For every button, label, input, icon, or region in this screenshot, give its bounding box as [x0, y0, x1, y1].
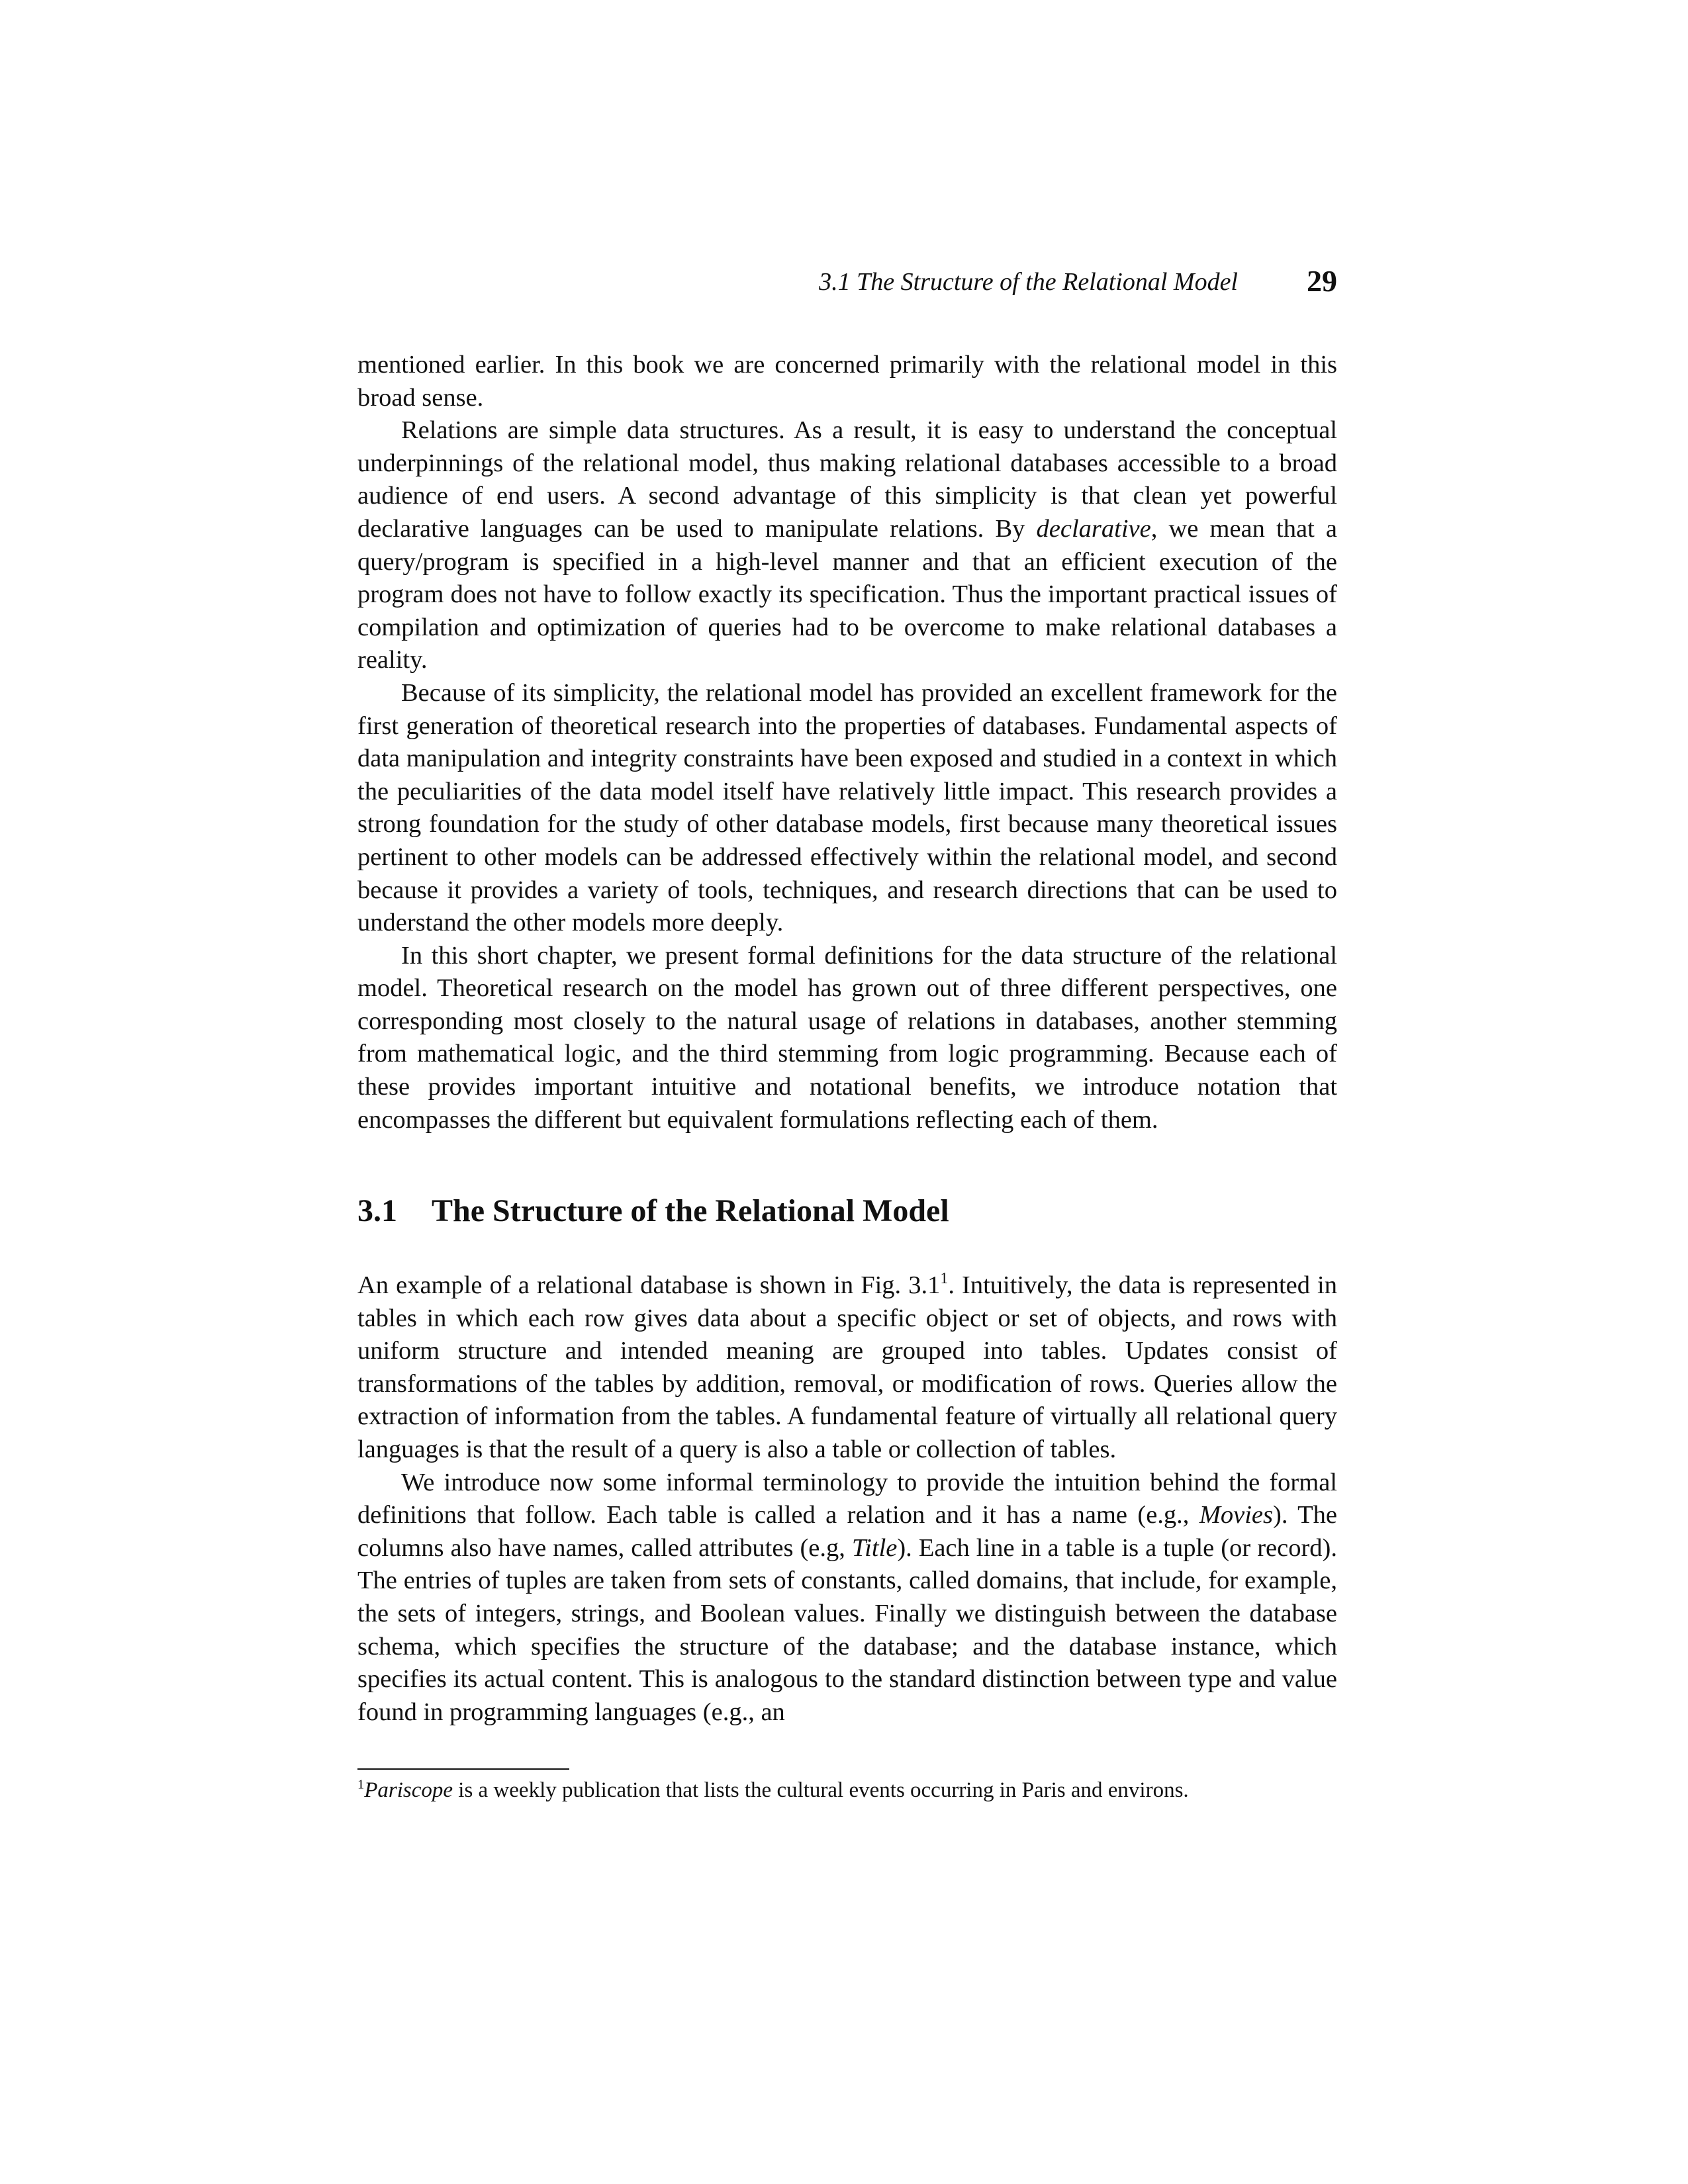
section-paragraph-1-text-b: . Intuitively, the data is represented in tables in which each row gives data about a specific object or set of objects, and rows with uniform structure and intended meaning are grouped into tables. Updates consist of transformations of the tables by addition, removal, or modification of rows. Queries allow the extraction of information from the tables. A fundamental feature of virtually all relational query languages is that the result of a query is also a table or collection of tables.: [357, 1271, 1338, 1463]
title-term: Title: [851, 1533, 898, 1562]
section-heading: [357, 1193, 949, 1229]
section-paragraph-2: [357, 1467, 1337, 1729]
section-paragraph-2-text-c: ). Each line in a table is a tuple (or record). The entries of tuples are taken from sets of constants, called domains, that include, for example, the sets of integers, strings, and Boolean values. Finally we distinguish between the database schema, which specifies the structure of the database; and the database instance, which specifies its actual content. This is analogous to the standard distinction between type and value found in programming languages (e.g., an: [357, 1533, 1337, 1726]
declarative-term: declarative: [1036, 514, 1151, 543]
movies-term: Movies: [1199, 1501, 1273, 1529]
footnote-rule: [357, 1768, 569, 1770]
section-title: The Structure of the Relational Model: [432, 1193, 949, 1228]
intro-paragraph-2: [357, 414, 1337, 677]
running-title: 3.1 The Structure of the Relational Model: [819, 268, 1238, 296]
pariscope-term: Pariscope: [364, 1778, 453, 1802]
section-paragraph-2-text-b: ). The columns also have names, called attributes (e.g,: [357, 1501, 1338, 1562]
intro-paragraph-2-text-a: Relations are simple data structures. As a result, it is easy to understand the conceptual underpinnings of the relational model, thus making relational databases accessible to a broad audience of end users. A second advantage of this simplicity is that clean yet powerful declarative languages can be used to manipulate relations. By: [357, 416, 1337, 543]
section-body: [357, 1269, 1337, 1729]
intro-paragraph-1: mentioned earlier. In this book we are concerned primarily with the relational model in this broad sense.: [357, 351, 1337, 412]
intro-paragraph-2-text-b: , we mean that a query/program is specified in a high-level manner and that an efficient execution of the program does not have to follow exactly its specification. Thus the important practical issues of compilation and optimization of queries had to be overcome to make relational databases a reality.: [357, 514, 1337, 674]
footnote-marker: 1: [357, 1777, 365, 1792]
footnote-reference: 1: [940, 1270, 949, 1288]
section-number: 3.1: [357, 1193, 397, 1228]
section-paragraph-1-text-a: An example of a relational database is shown in Fig. 3.1: [357, 1271, 941, 1299]
footnote: [357, 1776, 1337, 1804]
intro-paragraph-4: In this short chapter, we present formal definitions for the data structure of the relational model. Theoretical research on the model has grown out of three different perspectives, one corresponding most closely to the natural usage of relations in databases, another stemming from mathematical logic, and the third stemming from logic programming. Because each of these provides important intuitive and notational benefits, we introduce notation that encompasses the different but equivalent formulations reflecting each of them.: [357, 941, 1337, 1134]
page-number: 29: [1307, 264, 1337, 298]
intro-paragraph-3: Because of its simplicity, the relational model has provided an excellent framework for the first generation of theoretical research into the properties of databases. Fundamental aspects of data manipulation and integrity constraints have been exposed and studied in a context in which the peculiarities of the data model itself have relatively little impact. This research provides a strong foundation for the study of other database models, first because many theoretical issues pertinent to other models can be addressed effectively within the relational model, and second because it provides a variety of tools, techniques, and research directions that can be used to understand the other models more deeply.: [357, 678, 1337, 937]
section-paragraph-1: [357, 1269, 1337, 1467]
footnote-text: is a weekly publication that lists the cultural events occurring in Paris and environs.: [453, 1778, 1189, 1802]
section-paragraph-2-text-a: We introduce now some informal terminology to provide the intuition behind the formal definitions that follow. Each table is called a relation and it has a name (e.g.,: [357, 1468, 1337, 1529]
running-header: [357, 263, 1337, 303]
chapter-intro: [357, 349, 1337, 1136]
